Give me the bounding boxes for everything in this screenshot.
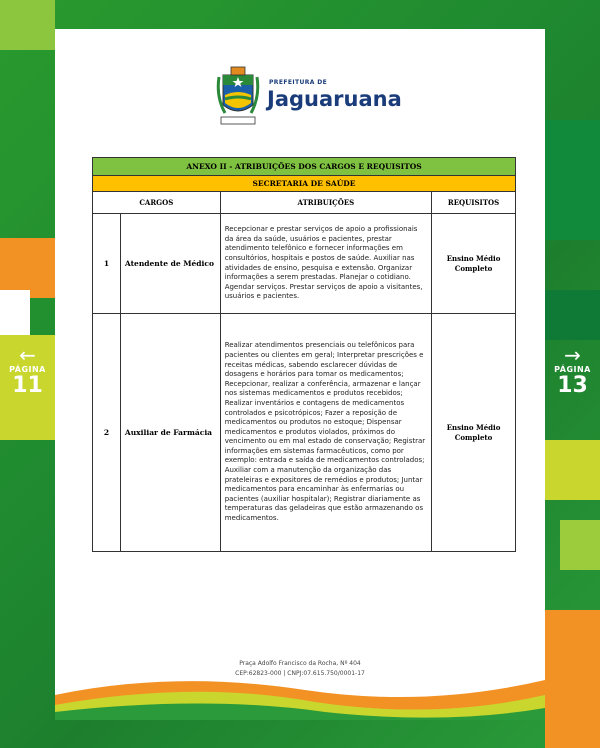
table-row: [93, 314, 516, 552]
decor-block: [560, 520, 600, 570]
decor-block: [0, 290, 30, 340]
coat-of-arms-icon: [215, 61, 261, 129]
row-number: 2: [93, 314, 121, 552]
cargo-attributions: Recepcionar e prestar serviços de apoio a profissionais da área da saúde, usuários e pacientes, prestar atendimento telefônico e fornecer informações em consultórios, hospitais e postos de saúde. Auxiliar nas atividades de ensino, pesquisa e extensão. Organizar informações a serem prestadas. Planejar o cotidiano. Agendar serviços. Prestar serviços de apoio a visitantes, usuários e pacientes.: [220, 214, 431, 314]
footer-cep-cnpj: CEP:62823-000 | CNPJ:07.615.750/0001-17: [235, 670, 365, 677]
table-row: [93, 214, 516, 314]
city-name: Jaguaruana: [267, 87, 402, 111]
row-number: 1: [93, 214, 121, 314]
arrow-right-icon: →: [564, 343, 581, 367]
column-header-atribuicoes: ATRIBUIÇÕES: [220, 192, 431, 214]
header-row: [93, 192, 516, 214]
decor-block: [545, 290, 600, 340]
column-header-requisitos: REQUISITOS: [432, 192, 516, 214]
decor-block: [545, 120, 600, 240]
next-page-label: PÁGINA: [554, 365, 591, 374]
column-header-cargos: CARGOS: [93, 192, 221, 214]
section-title: SECRETARIA DE SAÚDE: [93, 176, 516, 192]
decor-block: [0, 0, 55, 50]
decor-block: [545, 610, 600, 748]
section-row: [93, 176, 516, 192]
next-page-number: 13: [557, 373, 588, 398]
footer-wave-decoration: [55, 650, 545, 720]
decor-block: [545, 440, 600, 500]
arrow-left-icon: ←: [19, 343, 36, 367]
cargo-requirements: Ensino Médio Completo: [432, 214, 516, 314]
cargo-attributions: Realizar atendimentos presenciais ou telefônicos para pacientes ou clientes em geral; Interpretar prescrições e receitas médicas, sabendo esclarecer dúvidas de dosagens e horários para tomar os medicamentos; Recepcionar, realizar a conferência, armazenar e lançar nos sistemas medicamentos e produtos recebidos; Realizar inventários e contagens de medicamentos controlados e psicotrópicos; Fazer a reposição de medicamentos ou produtos no estoque; Dispensar medicamentos e produtos violados, próximos do vencimento ou em mal estado de conservação; Registrar informações em sistemas farmacêuticos, como por exemplo: entrada e saída de medicamentos controlados; Auxiliar com a manutenção da organização das prateleiras e expositores de remédios e produtos; Juntar medicamentos para encaminhar às enfermarias ou pacientes (auxiliar hospitalar); Registrar diariamente as temperaturas das geladeiras que estão armazenando os medicamentos.: [220, 314, 431, 552]
attributions-table: [92, 157, 516, 552]
decor-block: [0, 238, 55, 298]
cargo-requirements: Ensino Médio Completo: [432, 314, 516, 552]
previous-page-button[interactable]: [0, 345, 55, 398]
table-title: ANEXO II - ATRIBUIÇÕES DOS CARGOS E REQUISITOS: [93, 158, 516, 176]
previous-page-number: 11: [12, 373, 43, 398]
table-title-row: [93, 158, 516, 176]
city-logo: [215, 61, 402, 131]
document-page: [55, 29, 545, 720]
footer-address: Praça Adolfo Francisco da Rocha, Nº 404: [239, 660, 361, 667]
prefeitura-label: PREFEITURA DE: [269, 79, 328, 86]
cargo-name: Auxiliar de Farmácia: [120, 314, 220, 552]
cargo-name: Atendente de Médico: [120, 214, 220, 314]
previous-page-label: PÁGINA: [9, 365, 46, 374]
next-page-button[interactable]: [545, 345, 600, 398]
